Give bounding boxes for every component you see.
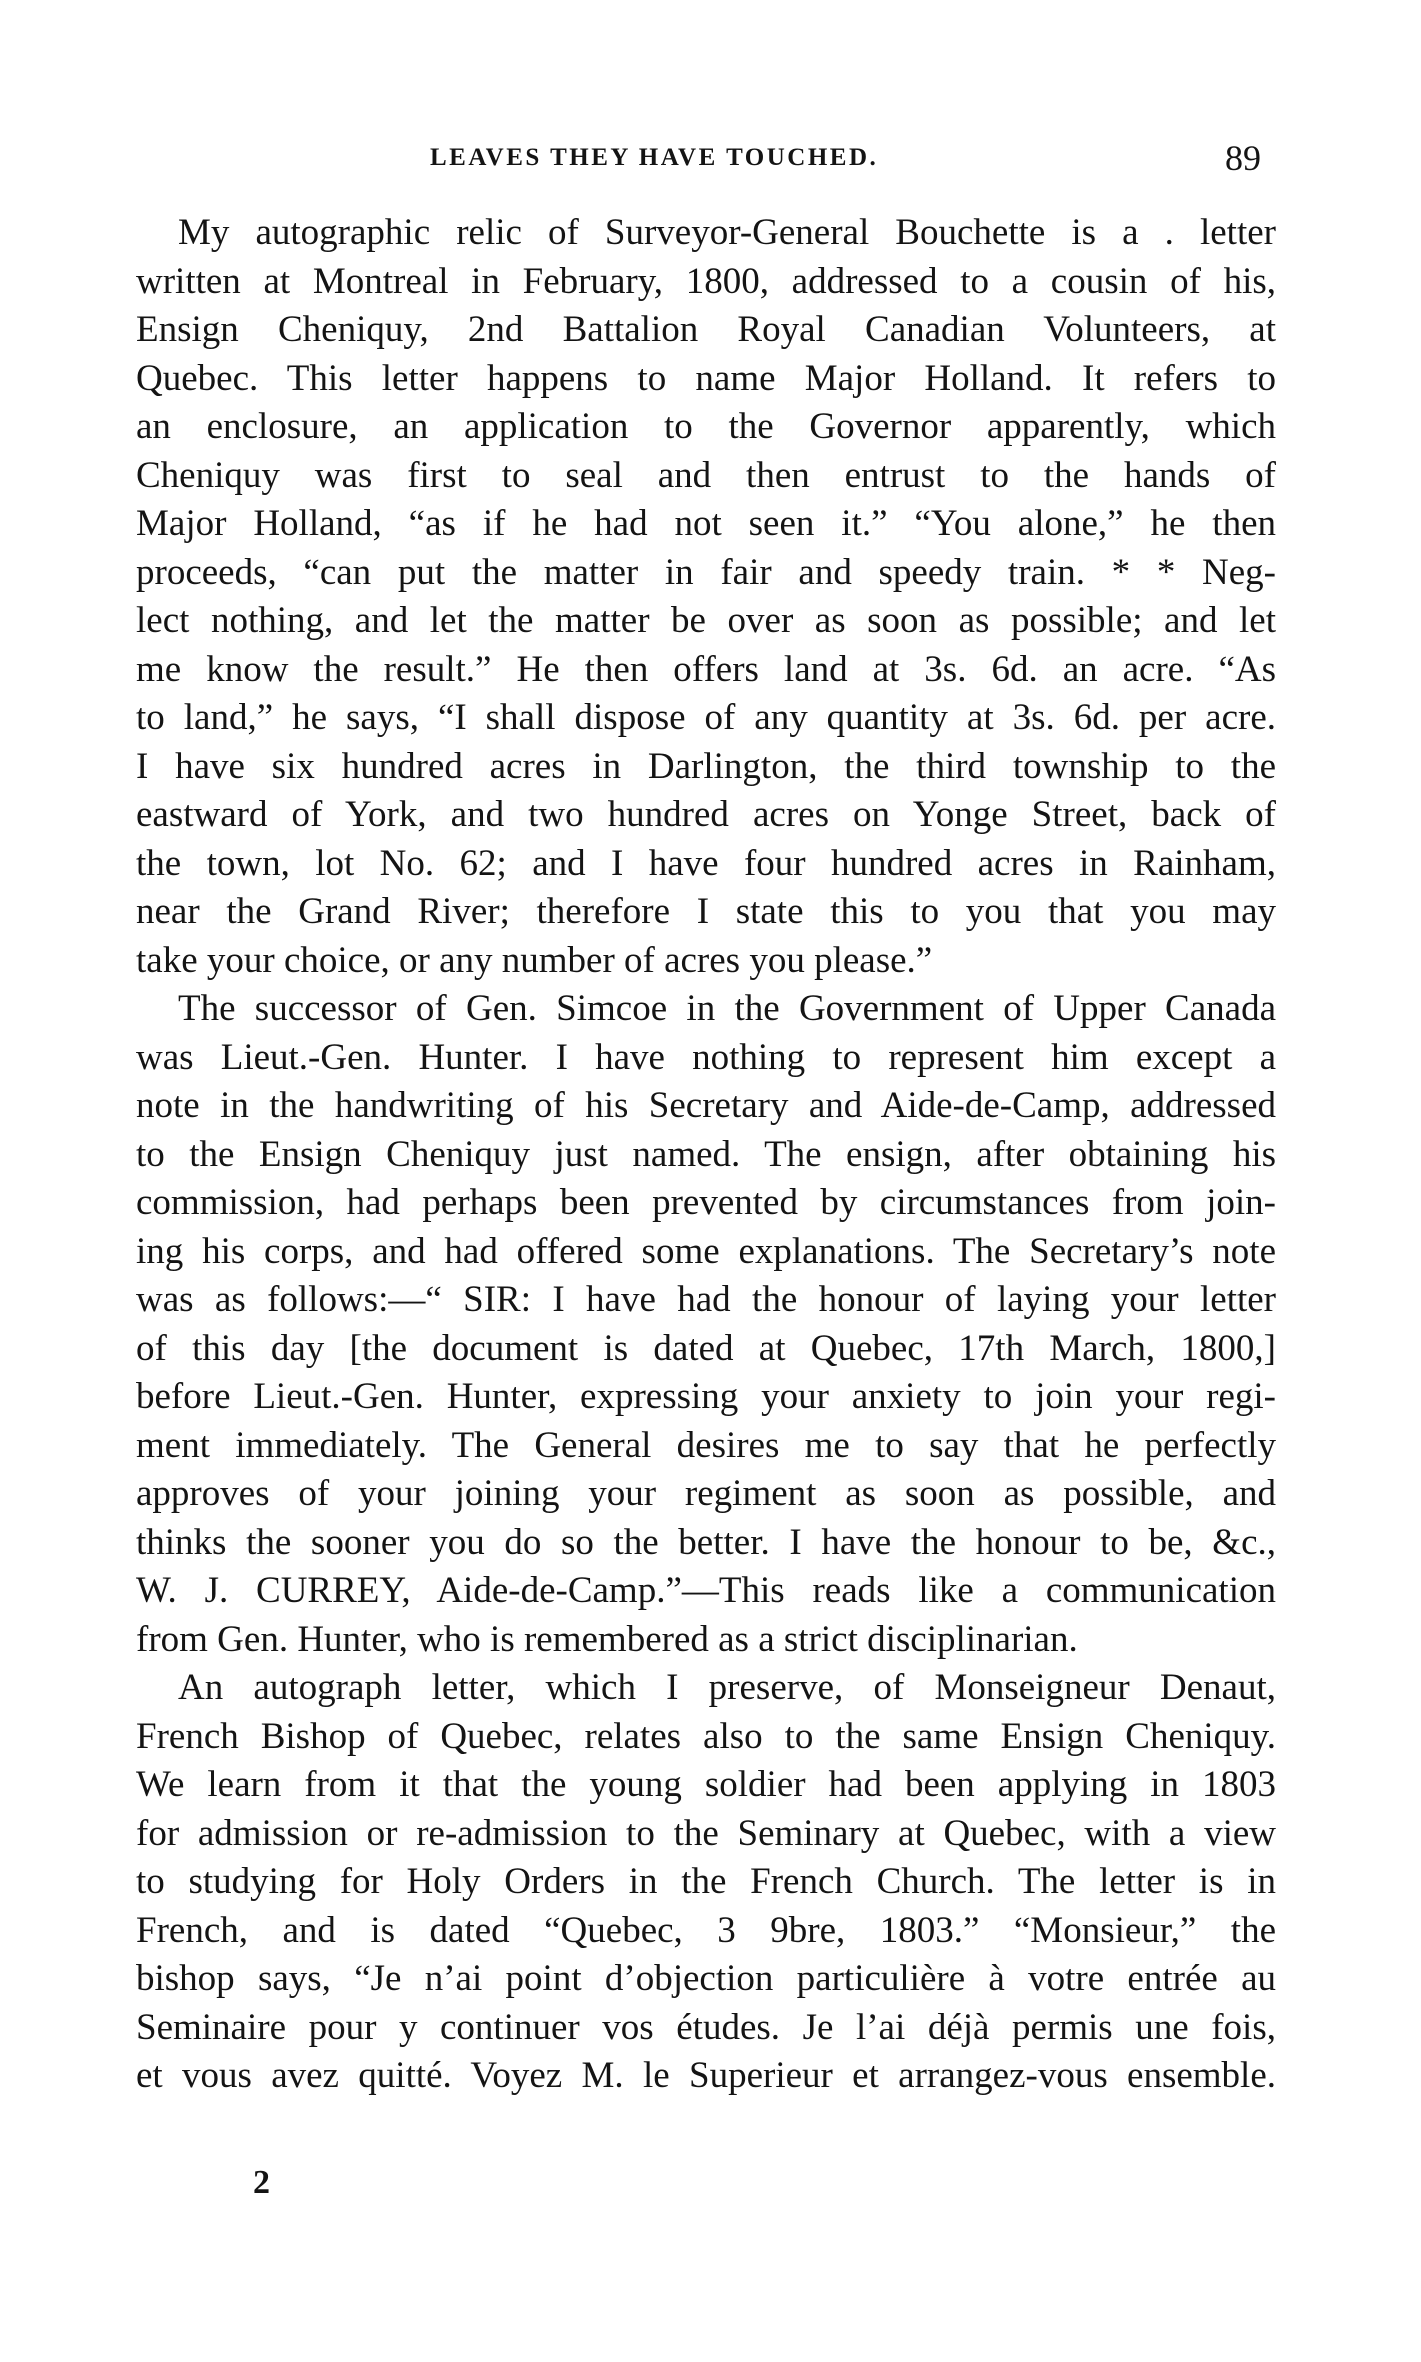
text-line: The successor of Gen. Simcoe in the Government of Upper Canada bbox=[178, 988, 1276, 1029]
text-line: eastward of York, and two hundred acres on Yonge Street, back of bbox=[136, 794, 1276, 835]
text-line: approves of your joining your regiment as soon as possible, and bbox=[136, 1473, 1276, 1514]
text-line: We learn from it that the young soldier had been applying in 1803 bbox=[136, 1764, 1276, 1805]
text-line: an enclosure, an application to the Governor apparently, which bbox=[136, 406, 1276, 447]
text-line: written at Montreal in February, 1800, addressed to a cousin of his, bbox=[136, 260, 1276, 302]
running-head bbox=[0, 138, 1421, 178]
text-line: W. J. CURREY, Aide-de-Camp.”—This reads like a communication bbox=[136, 1570, 1276, 1611]
text-line: Ensign Cheniquy, 2nd Battalion Royal Canadian Volunteers, at bbox=[136, 309, 1276, 350]
text-line: commission, had perhaps been prevented by circumstances from join- bbox=[136, 1182, 1276, 1223]
text-line: Major Holland, “as if he had not seen it.” “You alone,” he then bbox=[136, 503, 1276, 544]
text-line: My autographic relic of Surveyor-General Bouchette is a . letter bbox=[178, 212, 1276, 253]
text-line: proceeds, “can put the matter in fair and speedy train. * * Neg- bbox=[136, 551, 1276, 593]
text-line: take your choice, or any number of acres you please.” bbox=[136, 939, 933, 981]
text-line: Cheniquy was first to seal and then entrust to the hands of bbox=[136, 454, 1276, 496]
text-line: of this day [the document is dated at Quebec, 17th March, 1800,] bbox=[136, 1327, 1276, 1369]
text-line: An autograph letter, which I preserve, of Monseigneur Denaut, bbox=[178, 1667, 1276, 1708]
running-title: LEAVES THEY HAVE TOUCHED. bbox=[430, 144, 879, 171]
text-line: me know the result.” He then offers land at 3s. 6d. an acre. “As bbox=[136, 648, 1276, 690]
text-line: was Lieut.-Gen. Hunter. I have nothing to represent him except a bbox=[136, 1036, 1276, 1078]
text-line: to studying for Holy Orders in the French Church. The letter is in bbox=[136, 1861, 1276, 1902]
text-line: the town, lot No. 62; and I have four hundred acres in Rainham, bbox=[136, 842, 1276, 884]
text-line: French, and is dated “Quebec, 3 9bre, 1803.” “Monsieur,” the bbox=[136, 1909, 1276, 1951]
text-line: thinks the sooner you do so the better. I have the honour to be, &c., bbox=[136, 1521, 1276, 1563]
text-line: French Bishop of Quebec, relates also to the same Ensign Cheniquy. bbox=[136, 1715, 1276, 1757]
text-line: ment immediately. The General desires me to say that he perfectly bbox=[136, 1424, 1276, 1466]
text-line: et vous avez quitté. Voyez M. le Superieur et arrangez-vous ensemble. bbox=[136, 2055, 1276, 2096]
signature-mark: 2 bbox=[253, 2164, 270, 2201]
text-line: lect nothing, and let the matter be over as soon as possible; and let bbox=[136, 600, 1276, 641]
body-text bbox=[136, 209, 1276, 2101]
text-line: Quebec. This letter happens to name Major Holland. It refers to bbox=[136, 357, 1276, 399]
text-line: near the Grand River; therefore I state this to you that you may bbox=[136, 891, 1276, 932]
text-line: before Lieut.-Gen. Hunter, expressing your anxiety to join your regi- bbox=[136, 1376, 1276, 1417]
text-line: to the Ensign Cheniquy just named. The ensign, after obtaining his bbox=[136, 1133, 1276, 1175]
text-line: was as follows:—“ SIR: I have had the honour of laying your letter bbox=[136, 1279, 1276, 1320]
text-line: note in the handwriting of his Secretary and Aide-de-Camp, addressed bbox=[136, 1085, 1276, 1126]
page-number: 89 bbox=[1225, 138, 1261, 178]
text-line: bishop says, “Je n’ai point d’objection particulière à votre entrée au bbox=[136, 1958, 1276, 1999]
text-line: to land,” he says, “I shall dispose of any quantity at 3s. 6d. per acre. bbox=[136, 697, 1276, 738]
text-line: ing his corps, and had offered some explanations. The Secretary’s note bbox=[136, 1230, 1276, 1272]
text-line: for admission or re-admission to the Seminary at Quebec, with a view bbox=[136, 1812, 1276, 1854]
text-line: I have six hundred acres in Darlington, the third township to the bbox=[136, 745, 1276, 787]
text-line: from Gen. Hunter, who is remembered as a strict disciplinarian. bbox=[136, 1618, 1078, 1660]
text-line: Seminaire pour y continuer vos études. Je l’ai déjà permis une fois, bbox=[136, 2006, 1276, 2048]
